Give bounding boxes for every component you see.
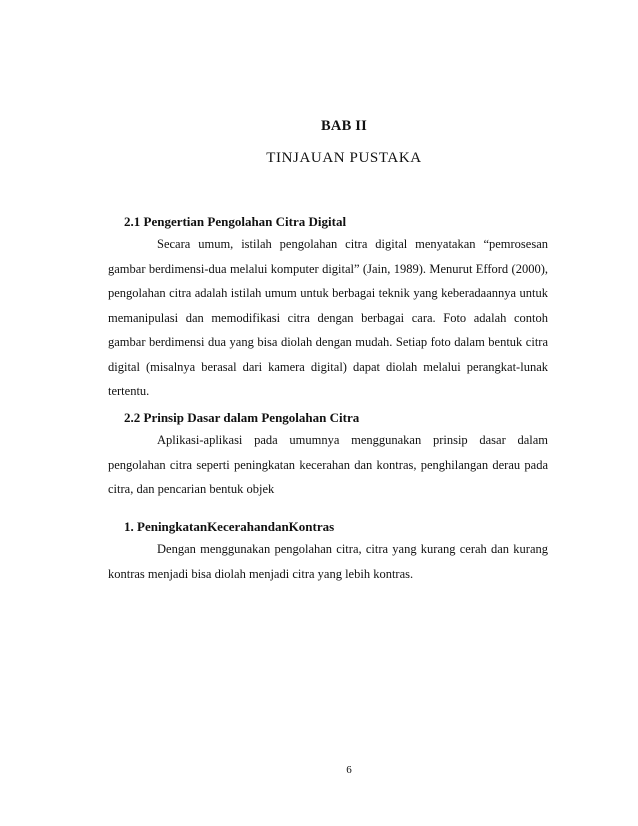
page-number: 6 bbox=[346, 764, 352, 776]
section-paragraph-2-1: Secara umum, istilah pengolahan citra digital menyatakan “pemrosesan gambar berdimensi-dua melalui komputer digital” (Jain, 1989). Menurut Efford (2000), pengolahan citra adalah istilah umum untuk berbagai teknik yang keberadaannya untuk memanipulasi dan memodifikasi citra dengan berbagai cara. Foto adalah contoh gambar berdimensi dua yang bisa diolah dengan mudah. Setiap foto dalam bentuk citra digital (misalnya berasal dari kamera digital) dapat diolah melalui perangkat-lunak tertentu. bbox=[108, 237, 548, 398]
section-paragraph-2-2: Aplikasi-aplikasi pada umumnya menggunakan prinsip dasar dalam pengolahan citra seperti peningkatan kecerahan dan kontras, penghilangan derau pada citra, dan pencarian bentuk objek bbox=[108, 433, 548, 496]
chapter-number: BAB II bbox=[321, 118, 367, 134]
subsection-paragraph-1: Dengan menggunakan pengolahan citra, citra yang kurang cerah dan kurang kontras menjadi bisa diolah menjadi citra yang lebih kontras. bbox=[108, 542, 548, 581]
chapter-title: TINJAUAN PUSTAKA bbox=[266, 150, 422, 166]
subsection-heading-1: 1. PeningkatanKecerahandanKontras bbox=[124, 519, 335, 534]
section-heading-2-1: 2.1 Pengertian Pengolahan Citra Digital bbox=[124, 214, 347, 229]
section-heading-2-2: 2.2 Prinsip Dasar dalam Pengolahan Citra bbox=[124, 410, 360, 425]
